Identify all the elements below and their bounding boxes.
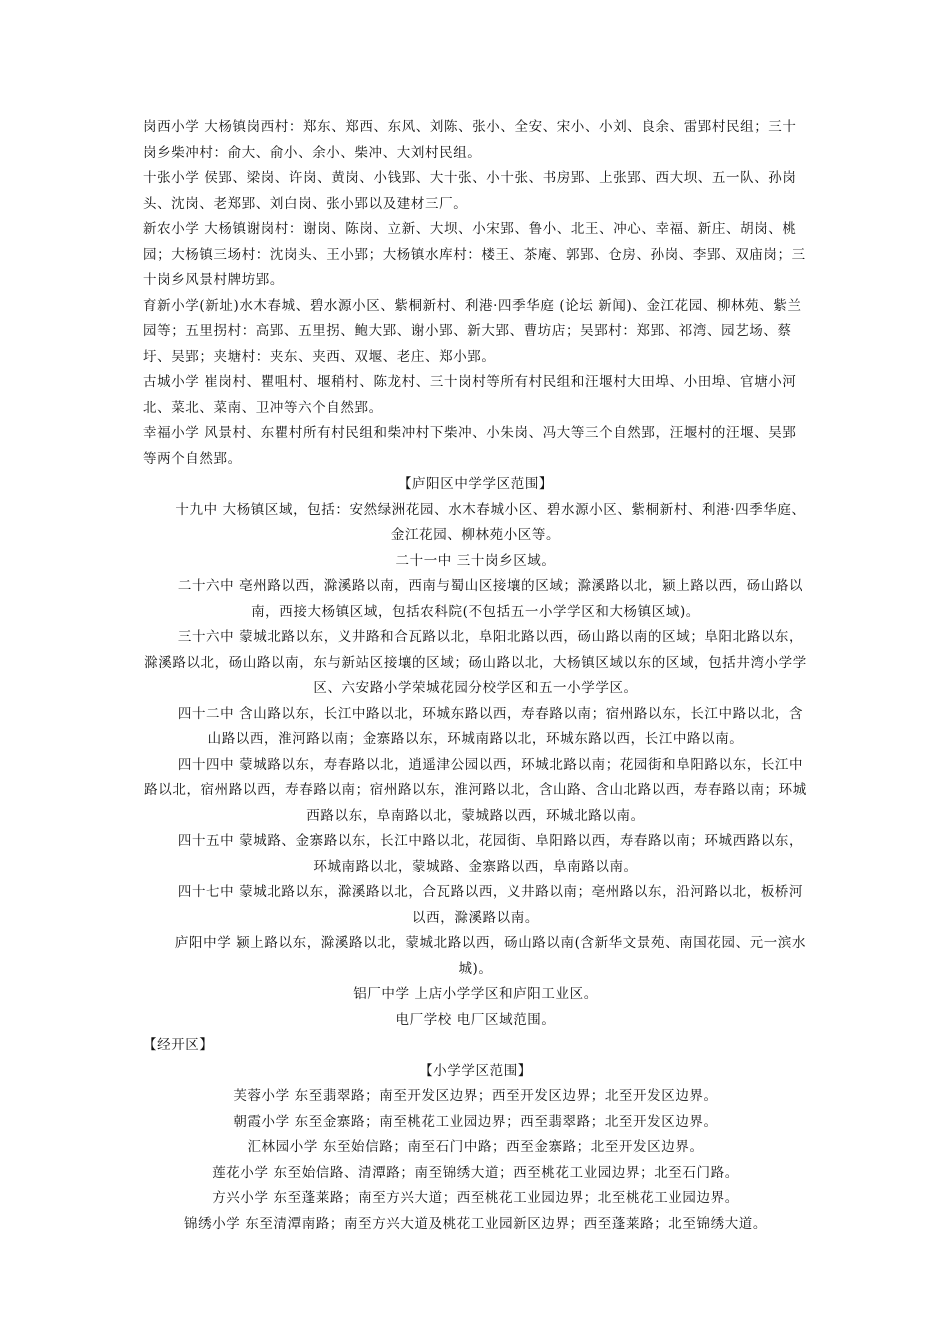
middle-district-paragraph: 铝厂中学 上店小学学区和庐阳工业区。 — [353, 986, 598, 1002]
middle-district-paragraph: 四十五中 蒙城路、金寨路以东，长江中路以北，花园街、阜阳路以西，寿春路以南；环城西路以东，环城南路以北，蒙城路、金寨路以西，阜南路以南。 — [177, 833, 804, 875]
primary-district-paragraph: 幸福小学 风景村、东瞿村所有村民组和柴冲村下柴冲、小朱岗、冯大等三个自然郢，汪堰村的汪堰、吴郢等两个自然郢。 — [143, 425, 797, 467]
jingkai-district-paragraph: 方兴小学 东至蓬莱路；南至方兴大道；西至桃花工业园边界；北至桃花工业园边界。 — [212, 1190, 739, 1206]
jingkai-district-paragraph: 莲花小学 东至始信路、清潭路；南至锦绣大道；西至桃花工业园边界；北至石门路。 — [212, 1164, 739, 1181]
luyang-middle-heading: 【庐阳区中学学区范围】 — [397, 476, 554, 492]
middle-district-paragraph: 十九中 大杨镇区域，包括：安然绿洲花园、水木春城小区、碧水源小区、紫桐新村、利港·四季华庭、金江花园、柳林苑小区等。 — [175, 501, 806, 543]
middle-district-paragraph: 四十二中 含山路以东，长江中路以北，环城东路以西，寿春路以南；宿州路以东，长江中路以北，含山路以西，淮河路以南；金寨路以东，环城南路以北，环城东路以西，长江中路以南。 — [177, 705, 804, 747]
jingkai-primary-heading: 【小学学区范围】 — [419, 1062, 532, 1079]
jingkai-district-paragraph: 锦绣小学 东至清潭南路；南至方兴大道及桃花工业园新区边界；西至蓬莱路；北至锦绣大道。 — [184, 1215, 767, 1232]
middle-district-paragraph: 四十四中 蒙城路以东，寿春路以北，逍遥津公园以西，环城北路以南；花园街和阜阳路以东，长江中路以北，宿州路以西，寿春路以南；宿州路以东，淮河路以北，含山路、含山北路以西，寿春路以南；环城西路以东，阜南路以北，蒙城路以西，环城北路以南。 — [144, 756, 807, 824]
primary-district-paragraph: 古城小学 崔岗村、瞿咀村、堰稍村、陈龙村、三十岗村等所有村民组和汪堰村大田埠、小田埠、官塘小河北、菜北、菜南、卫冲等六个自然郢。 — [143, 374, 797, 416]
jingkai-section-tag: 【经开区】 — [143, 1037, 214, 1053]
middle-district-paragraph: 电厂学校 电厂区域范围。 — [395, 1011, 556, 1028]
jingkai-district-paragraph: 汇林园小学 东至始信路；南至石门中路；西至金寨路；北至开发区边界。 — [247, 1139, 704, 1155]
middle-district-paragraph: 三十六中 蒙城北路以东，义井路和合瓦路以北，阜阳北路以西，砀山路以南的区域；阜阳北路以东，滁溪路以北，砀山路以南，东与新站区接壤的区域；砀山路以北，大杨镇区域以东的区域，包括井湾小学学区、六安路小学荣城花园分校学区和五一小学学区。 — [144, 629, 807, 696]
primary-district-paragraph: 岗西小学 大杨镇岗西村：郑东、郑西、东风、刘陈、张小、全安、宋小、小刘、良余、雷郢村民组；三十岗乡柴冲村：俞大、俞小、余小、柴冲、大刘村民组。 — [143, 119, 797, 161]
middle-district-paragraph: 二十六中 亳州路以西，滁溪路以南，西南与蜀山区接壤的区域；滁溪路以北，颍上路以西，砀山路以南，西接大杨镇区域，包括农科院(不包括五一小学学区和大杨镇区域)。 — [177, 578, 804, 620]
document-body — [143, 115, 808, 1237]
middle-district-paragraph: 四十七中 蒙城北路以东，滁溪路以北，合瓦路以西，义井路以南；亳州路以东，沿河路以北，板桥河以西，滁溪路以南。 — [177, 884, 804, 926]
primary-district-paragraph: 新农小学 大杨镇谢岗村：谢岗、陈岗、立新、大坝、小宋郢、鲁小、北王、冲心、幸福、新庄、胡岗、桃园；大杨镇三场村：沈岗头、王小郢；大杨镇水库村：楼王、茶庵、郭郢、仓房、孙岗、李郢、双庙岗；三十岗乡风景村牌坊郢。 — [143, 221, 806, 288]
jingkai-district-paragraph: 芙蓉小学 东至翡翠路；南至开发区边界；西至开发区边界；北至开发区边界。 — [233, 1088, 718, 1104]
middle-district-paragraph: 庐阳中学 颍上路以东，滁溪路以北，蒙城北路以西，砀山路以南(含新华文景苑、南国花园、元一滨水城)。 — [174, 935, 807, 977]
primary-district-paragraph: 育新小学(新址)水木春城、碧水源小区、紫桐新村、利港·四季华庭 (论坛 新闻)、金江花园、柳林苑、紫兰园等；五里拐村：高郢、五里拐、鲍大郢、谢小郢、新大郢、曹坊店；吴郢村：郑郢、祁湾、园艺场、蔡圩、吴郢；夹塘村：夹东、夹西、双堰、老庄、郑小郢。 — [143, 297, 802, 365]
middle-district-paragraph: 二十一中 三十岗乡区域。 — [395, 552, 556, 569]
jingkai-district-paragraph: 朝霞小学 东至金寨路；南至桃花工业园边界；西至翡翠路；北至开发区边界。 — [233, 1113, 718, 1130]
primary-district-paragraph: 十张小学 侯郢、梁岗、许岗、黄岗、小钱郢、大十张、小十张、书房郢、上张郢、西大坝、五一队、孙岗头、沈岗、老郑郢、刘白岗、张小郢以及建材三厂。 — [143, 170, 797, 212]
